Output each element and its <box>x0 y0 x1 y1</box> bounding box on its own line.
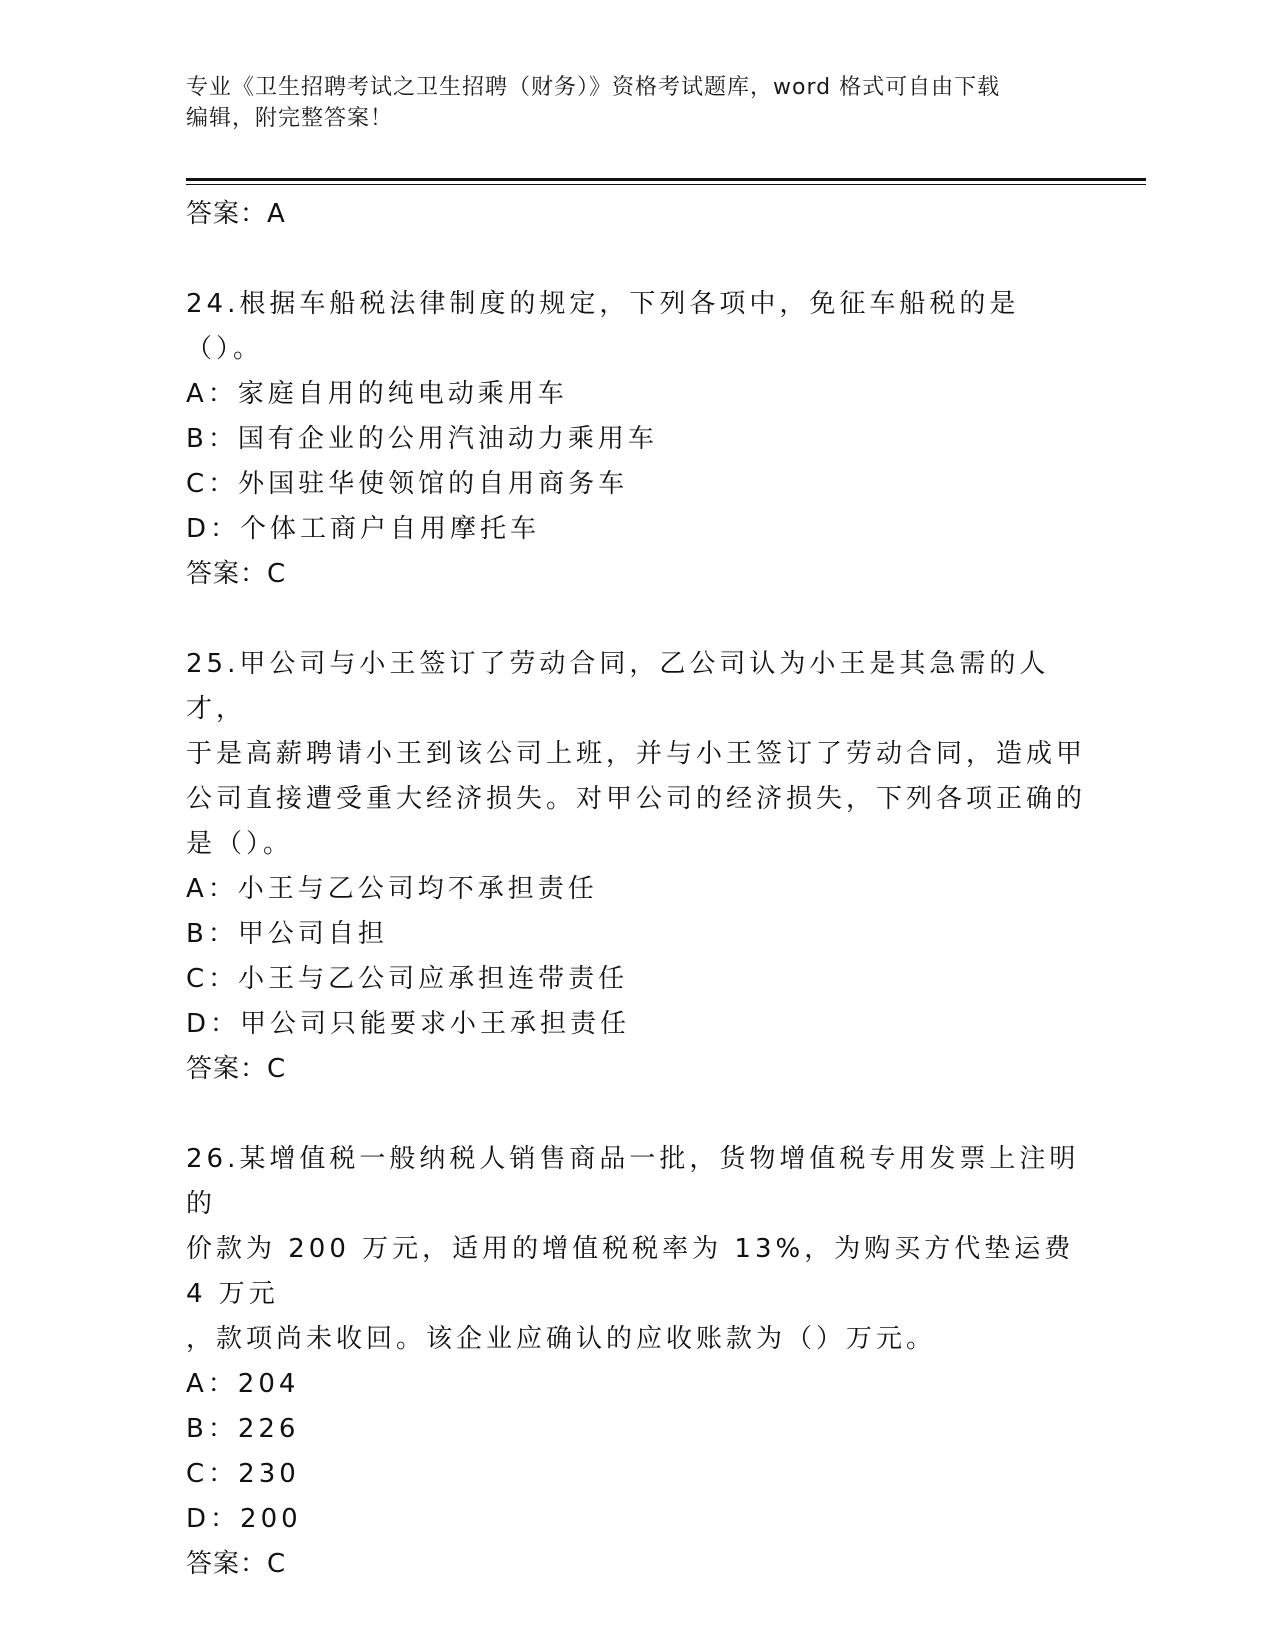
option-a: A：小王与乙公司均不承担责任 <box>186 874 598 904</box>
answer: 答案：C <box>186 1549 287 1579</box>
question-stem-line: 25.甲公司与小王签订了劳动合同，乙公司认为小王是其急需的人才， <box>186 649 1050 724</box>
option-c: C：230 <box>186 1459 300 1489</box>
option-b: B：226 <box>186 1414 300 1444</box>
header-line-1: 专业《卫生招聘考试之卫生招聘（财务）》资格考试题库，word 格式可自由下载 <box>186 75 1001 100</box>
option-b: B：国有企业的公用汽油动力乘用车 <box>186 424 658 454</box>
option-d: D：甲公司只能要求小王承担责任 <box>186 1009 631 1039</box>
question-stem-line: 于是高薪聘请小王到该公司上班，并与小王签订了劳动合同，造成甲 <box>186 739 1087 769</box>
answer: 答案：C <box>186 1054 287 1084</box>
question-stem-line: 是（）。 <box>186 829 294 859</box>
option-a: A：204 <box>186 1369 300 1399</box>
question-24 <box>186 282 1086 596</box>
question-26 <box>186 1137 1086 1586</box>
option-b: B：甲公司自担 <box>186 919 388 949</box>
question-stem-line: ，款项尚未收回。该企业应确认的应收账款为（）万元。 <box>186 1324 937 1354</box>
option-a: A：家庭自用的纯电动乘用车 <box>186 379 568 409</box>
option-c: C：小王与乙公司应承担连带责任 <box>186 964 629 994</box>
document-header <box>186 72 1086 134</box>
question-stem-line: 26.某增值税一般纳税人销售商品一批，货物增值税专用发票上注明的 <box>186 1144 1080 1219</box>
header-rule-thin <box>186 184 1146 185</box>
header-rule-thick <box>186 178 1146 181</box>
question-25 <box>186 642 1086 1091</box>
question-stem-line: 公司直接遭受重大经济损失。对甲公司的经济损失，下列各项正确的 <box>186 784 1087 814</box>
document-body <box>186 188 1086 1586</box>
answer: 答案：C <box>186 559 287 589</box>
option-d: D：200 <box>186 1504 302 1534</box>
question-stem-line: 价款为 200 万元，适用的增值税税率为 13%，为购买方代垫运费 4 万元 <box>186 1234 1075 1309</box>
header-line-2: 编辑，附完整答案！ <box>186 106 394 131</box>
previous-answer: 答案：A <box>186 199 286 229</box>
option-c: C：外国驻华使领馆的自用商务车 <box>186 469 629 499</box>
option-d: D：个体工商户自用摩托车 <box>186 514 541 544</box>
question-stem-line: 24.根据车船税法律制度的规定，下列各项中，免征车船税的是（）。 <box>186 289 1020 364</box>
